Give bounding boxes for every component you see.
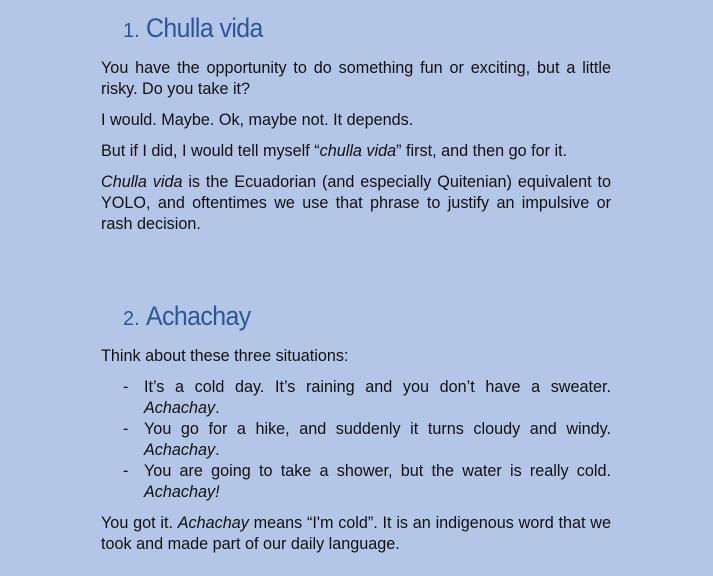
paragraph-text: ” first, and then go for it.	[396, 142, 568, 160]
section-number: 1.	[123, 20, 140, 42]
section-number: 2.	[123, 308, 140, 330]
list-item	[101, 377, 611, 419]
list-item-text: .	[215, 441, 220, 459]
section-achachay	[101, 303, 611, 555]
paragraph: You have the opportunity to do something fun or exciting, but a little risky. Do you take it?	[101, 59, 611, 98]
list-dash: -	[123, 462, 129, 480]
list-item-text: It’s a cold day. It’s raining and you don’t have a sweater.	[144, 378, 611, 396]
paragraph: Think about these three situations:	[101, 347, 349, 365]
list-dash: -	[123, 378, 129, 396]
list-item	[101, 419, 611, 461]
paragraph-text: means “I'm cold”. It is an indigenous word that we took and made part of our daily language.	[101, 514, 611, 553]
list-item-text: .	[215, 399, 220, 417]
list-item	[101, 461, 611, 503]
paragraph-text: You got it.	[101, 514, 178, 532]
italic-term: Achachay	[177, 514, 249, 532]
italic-term: Achachay	[144, 441, 216, 459]
section-title: Chulla vida	[145, 13, 263, 43]
italic-term: Achachay	[144, 399, 216, 417]
paragraph: I would. Maybe. Ok, maybe not. It depends.	[101, 111, 414, 129]
paragraph	[101, 513, 611, 555]
list-item-text: You go for a hike, and suddenly it turns cloudy and windy.	[144, 420, 611, 438]
paragraph	[101, 172, 611, 235]
paragraph-text: is the Ecuadorian (and especially Quitenian) equivalent to YOLO, and oftentimes we use that phrase to justify an impulsive or rash decision.	[101, 173, 611, 233]
section-title: Achachay	[145, 301, 251, 331]
list-dash: -	[123, 420, 129, 438]
italic-term: Achachay!	[144, 483, 220, 501]
section-heading	[123, 303, 611, 330]
section-heading	[123, 15, 611, 42]
section-chulla-vida	[101, 15, 611, 235]
situations-list	[101, 377, 611, 503]
italic-term: Chulla vida	[101, 173, 183, 191]
paragraph	[101, 141, 611, 162]
italic-term: chulla vida	[319, 142, 397, 160]
paragraph-text: But if I did, I would tell myself “	[101, 142, 320, 160]
list-item-text: You are going to take a shower, but the water is really cold.	[144, 462, 611, 480]
